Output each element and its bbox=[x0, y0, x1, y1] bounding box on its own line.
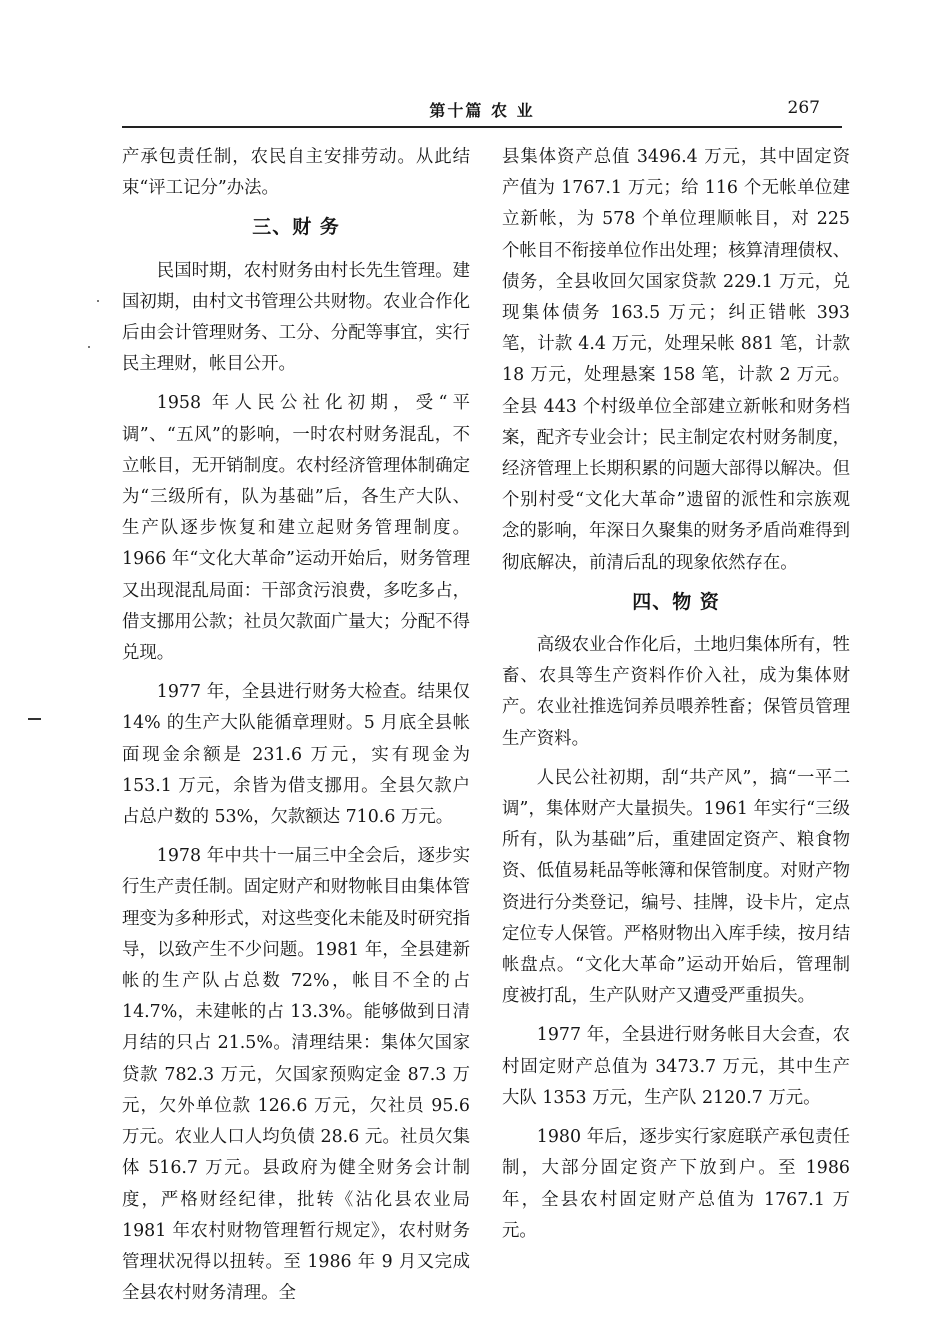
running-head: 第十篇 农 业 bbox=[429, 101, 535, 120]
section-heading-materials: 四、物 资 bbox=[632, 590, 720, 613]
paragraph: 1980 年后，逐步实行家庭联产承包责任制，大部分固定资产下放到户。至 1986 年，全县农村固定财产总值为 1767.1 万元。 bbox=[502, 1127, 850, 1241]
paragraph-continuation: 县集体资产总值 3496.4 万元，其中固定资产值为 1767.1 万元；给 116 个无帐单位建立新帐，为 578 个单位理顺帐目，对 225 个帐目不衔接单位作出处理；核算清理债权、债务，全县收回欠国家贷款 229.1 万元，兑现集体债务 163.5 万元；纠正错帐 393 笔，计款 4.4 万元，处理呆帐 881 笔，计款 18 万元，处理悬案 158 笔，计款 2 万元。全县 443 个村级单位全部建立新帐和财务档案，配齐专业会计；民主制定农村财务制度，经济管理上长期积累的问题大部得以解决。但个别村受“文化大革命”遗留的派性和宗族观念的影响，年深日久聚集的财务矛盾尚难得到彻底解决，前清后乱的现象依然存在。 bbox=[502, 147, 850, 573]
paragraph: 1958 年人民公社化初期，受“平调”、“五风”的影响，一时农村财务混乱，不立帐目，无开销制度。农村经济管理体制确定为“三级所有，队为基础”后，各生产大队、生产队逐步恢复和建立起财务管理制度。1966 年“文化大革命”运动开始后，财务管理又出现混乱局面：干部贪污浪费，多吃多占，借支挪用公款；社员欠款面广量大；分配不得兑现。 bbox=[122, 393, 470, 664]
page-number: 267 bbox=[787, 98, 820, 118]
paragraph: 1977 年，全县进行财务帐目大会查，农村固定财产总值为 3473.7 万元，其中生产大队 1353 万元，生产队 2120.7 万元。 bbox=[502, 1025, 850, 1108]
right-column bbox=[502, 142, 850, 1255]
paragraph: 人民公社初期，刮“共产风”，搞“一平二调”，集体财产大量损失。1961 年实行“三级所有，队为基础”后，重建固定资产、粮食物资、低值易耗品等帐簿和保管制度。对财产物资进行分类登记，编号、挂牌，设卡片，定点定位专人保管。严格财物出入库手续，按月结帐盘点。“文化大革命”运动开始后，管理制度被打乱，生产队财产又遭受严重损失。 bbox=[502, 767, 850, 1007]
section-heading-finance: 三、财 务 bbox=[252, 216, 340, 239]
paragraph-continuation: 产承包责任制，农民自主安排劳动。从此结束“评工记分”办法。 bbox=[122, 147, 470, 199]
paragraph: 1977 年，全县进行财务大检查。结果仅 14% 的生产大队能循章理财。5 月底全县帐面现金余额是 231.6 万元，实有现金为 153.1 万元，余皆为借支挪用。全县欠款户占总户数的 53%，欠款额达 710.6 万元。 bbox=[122, 682, 470, 828]
scan-speck bbox=[88, 346, 90, 348]
paragraph: 1978 年中共十一届三中全会后，逐步实行生产责任制。固定财产和财物帐目由集体管理变为多种形式，对这些变化未能及时研究指导，以致产生不少问题。1981 年，全县建新帐的生产队占总数 72%，帐目不全的占 14.7%，未建帐的占 13.3%。能够做到日清月结的只占 21.5%。清理结果：集体欠国家贷款 782.3 万元，欠国家预购定金 87.3 万元，欠外单位款 126.6 万元，欠社员 95.6 万元。农业人口人均负债 28.6 元。社员欠集体 516.7 万元。县政府为健全财务会计制度，严格财经纪律，批转《沾化县农业局 1981 年农村财物管理暂行规定》，农村财务管理状况得以扭转。至 1986 年 9 月又完成全县农村财务清理。全 bbox=[122, 846, 470, 1304]
page-header bbox=[122, 96, 842, 128]
margin-mark bbox=[28, 718, 41, 720]
paragraph: 高级农业合作化后，土地归集体所有，牲畜、农具等生产资料作价入社，成为集体财产。农业社推选饲养员喂养牲畜；保管员管理生产资料。 bbox=[502, 635, 850, 749]
scan-speck bbox=[97, 300, 99, 302]
left-column bbox=[122, 142, 470, 1317]
paragraph: 民国时期，农村财务由村长先生管理。建国初期，由村文书管理公共财物。农业合作化后由会计管理财务、工分、分配等事宜，实行民主理财，帐目公开。 bbox=[122, 260, 470, 375]
